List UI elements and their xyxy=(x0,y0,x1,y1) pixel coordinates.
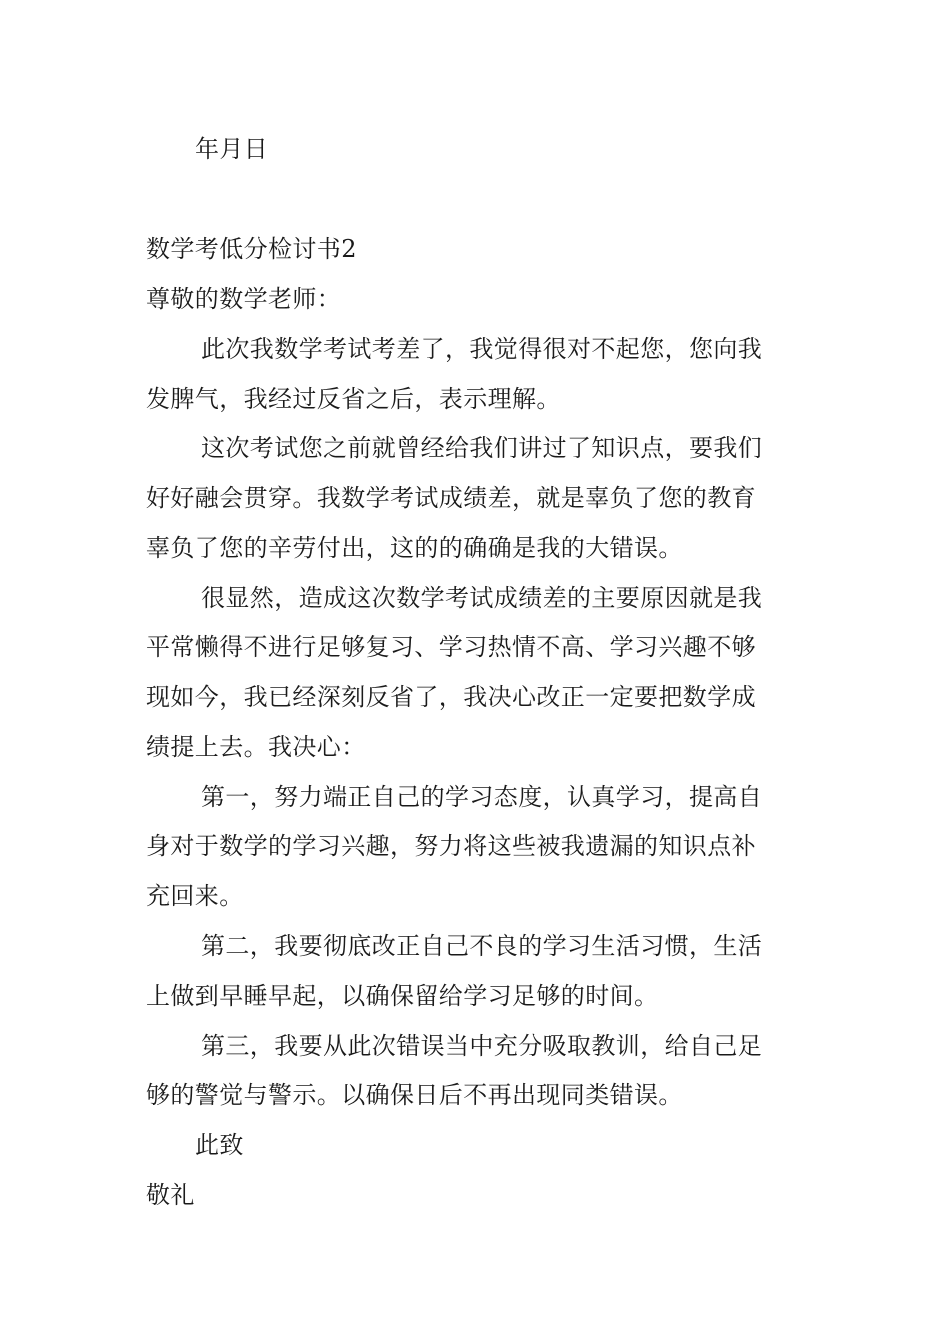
body-line-9: 绩提上去。我决心： xyxy=(146,733,366,761)
body-line-16: 够的警觉与警示。以确保日后不再出现同类错误。 xyxy=(146,1081,683,1109)
body-line-4: 好好融会贯穿。我数学考试成绩差，就是辜负了您的教育 xyxy=(146,484,756,512)
regards-line: 敬礼 xyxy=(146,1181,195,1209)
body-line-8: 现如今，我已经深刻反省了，我决心改正一定要把数学成 xyxy=(146,683,756,711)
date-line: 年月日 xyxy=(195,135,269,163)
body-line-13: 第二，我要彻底改正自己不良的学习生活习惯，生活 xyxy=(201,932,763,960)
body-line-11: 身对于数学的学习兴趣，努力将这些被我遗漏的知识点补 xyxy=(146,832,756,860)
body-line-12: 充回来。 xyxy=(146,882,244,910)
body-line-2: 发脾气，我经过反省之后，表示理解。 xyxy=(146,385,561,413)
document-title: 数学考低分检讨书2 xyxy=(146,235,357,263)
salutation: 尊敬的数学老师： xyxy=(146,285,342,313)
body-line-14: 上做到早睡早起，以确保留给学习足够的时间。 xyxy=(146,982,659,1010)
body-line-5: 辜负了您的辛劳付出，这的的确确是我的大错误。 xyxy=(146,534,683,562)
closing-line: 此致 xyxy=(195,1131,244,1159)
body-line-15: 第三，我要从此次错误当中充分吸取教训，给自己足 xyxy=(201,1032,763,1060)
body-line-1: 此次我数学考试考差了，我觉得很对不起您，您向我 xyxy=(201,335,763,363)
body-line-6: 很显然，造成这次数学考试成绩差的主要原因就是我 xyxy=(201,584,763,612)
body-line-7: 平常懒得不进行足够复习、学习热情不高、学习兴趣不够 xyxy=(146,633,756,661)
body-line-3: 这次考试您之前就曾经给我们讲过了知识点，要我们 xyxy=(201,434,763,462)
body-line-10: 第一，努力端正自己的学习态度，认真学习，提高自 xyxy=(201,783,763,811)
